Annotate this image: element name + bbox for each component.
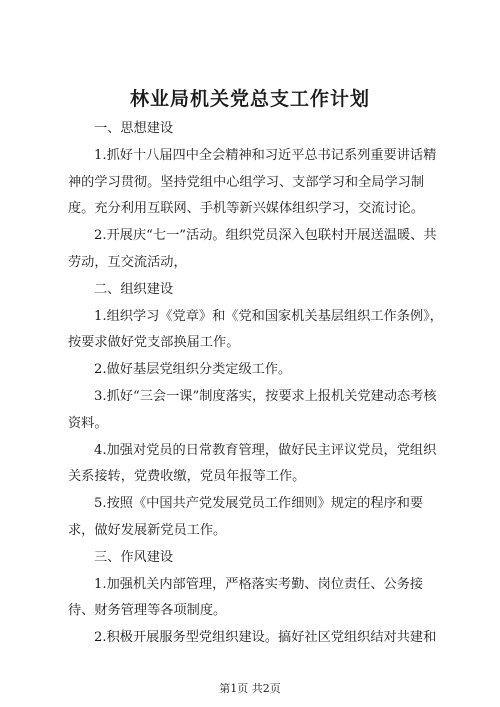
- paragraph: 5.按照《中国共产党发展党员工作细则》规定的程序和要求，做好发展新党员工作。: [68, 496, 424, 538]
- section-heading-organization: 二、组织建设: [94, 281, 174, 297]
- page-footer: 第1页 共2页: [219, 682, 281, 695]
- paragraph: 3.抓好“三会一课”制度落实，按要求上报机关党建动态考核资料。: [68, 388, 437, 431]
- paragraph: 1.组织学习《党章》和《党和国家机关基层组织工作条例》，按要求做好党支部换届工作。: [68, 308, 443, 351]
- section-heading-thought: 一、思想建设: [94, 121, 174, 136]
- paragraph: 4.加强对党员的日常教育管理，做好民主评议党员，党组织关系接转，党费收缴，党员年报等工作。: [68, 442, 437, 485]
- paragraph: 2.积极开展服务型党组织建设。搞好社区党组织结对共建和: [94, 630, 437, 646]
- paragraph: 2.做好基层党组织分类定级工作。: [94, 362, 292, 378]
- section-heading-conduct: 三、作风建设: [94, 549, 174, 565]
- document-title: 林业局机关党总支工作计划: [129, 88, 370, 110]
- paragraph: 2.开展庆“七一”活动。组织党员深入包联村开展送温暖、共劳动，互交流活动，: [68, 228, 437, 270]
- document-body: [68, 116, 443, 652]
- paragraph: 1.抓好十八届四中全会精神和习近平总书记系列重要讲话精神的学习贯彻。坚持党组中心组学习、支部学习和全局学习制度。充分利用互联网、手机等新兴媒体组织学习，交流讨论。: [68, 147, 437, 217]
- paragraph: 1.加强机关内部管理，严格落实考勤、岗位责任、公务接待、财务管理等各项制度。: [68, 576, 424, 619]
